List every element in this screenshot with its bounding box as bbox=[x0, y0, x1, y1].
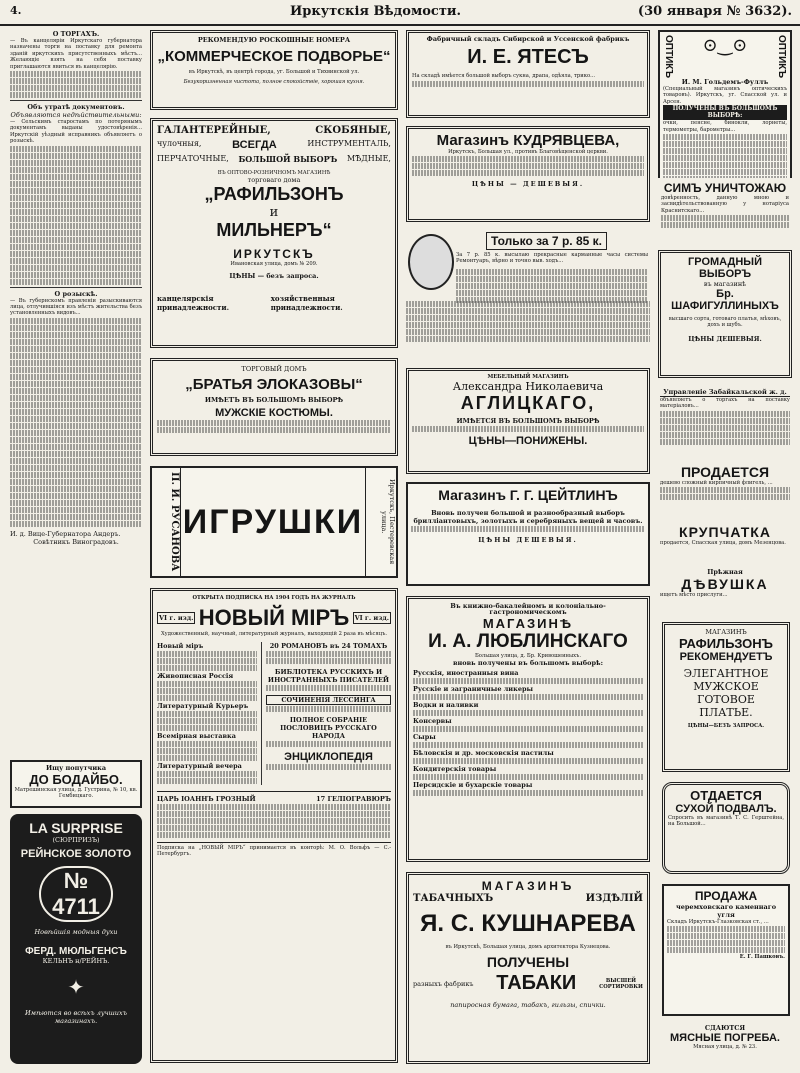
kud-text: Иркутскъ, Большая ул., противъ Благовѣщенской церкви. bbox=[448, 149, 608, 155]
ad-budaibo bbox=[10, 760, 142, 808]
kp-features: Безукоризненная чистота, полное спокойствіе, хорошая кухня. bbox=[183, 79, 365, 86]
prod-text: дешево сложный кирпичный флигель, ... bbox=[660, 480, 773, 486]
raf-and: и bbox=[269, 205, 279, 221]
budaibo-title: Ищу попутчика bbox=[45, 764, 107, 772]
torgi-title: О ТОРГАХЪ. bbox=[52, 30, 100, 38]
kus-razn: разныхъ фабрикъ bbox=[413, 979, 474, 988]
pro2-text: Складъ Иркутскъ-Глазковская ст., ... bbox=[667, 919, 769, 925]
nm-heliogravures: 17 ГЕЛІОГРАВЮРЪ bbox=[316, 794, 391, 803]
nm-item: Литературный Курьеръ bbox=[157, 701, 249, 710]
page-number: 4. bbox=[10, 4, 22, 17]
ad-prodazha-ugol bbox=[662, 884, 790, 1016]
nm-poslovitsy: ПОЛНОЕ СОБРАНІЕ ПОСЛОВИЦЪ РУССКАГО НАРОДА bbox=[280, 715, 377, 740]
goldem-received: ПОЛУЧЕНЫ ВЪ БОЛЬШОМЪ ВЫБОРѢ: bbox=[663, 105, 787, 120]
nm-item: Живописная Россія bbox=[157, 671, 234, 680]
raf-hoz: хозяйственныя принадлежности. bbox=[270, 293, 343, 312]
raf-city: ИРКУТСКЪ bbox=[233, 247, 315, 262]
product-number-badge: № 4711 bbox=[39, 866, 113, 922]
rusanov-name: П. И. РУСАНОВА bbox=[152, 468, 181, 576]
raf-skobyanye: СКОБЯНЫЕ, bbox=[315, 125, 391, 136]
toys-heading: ИГРУШКИ bbox=[182, 502, 364, 541]
raf2-platye: ПЛАТЬЕ. bbox=[699, 706, 753, 719]
ad-kommercheskoe-podvorye bbox=[150, 30, 398, 110]
nm-year-right: VI г. изд. bbox=[354, 614, 389, 623]
dev-text: ищетъ мѣсто прислуги... bbox=[660, 592, 728, 598]
kus-tabaki: ТАБАКИ bbox=[496, 972, 577, 995]
otd-text: Спросить въ магазинѣ Т. С. Герштейна, на Большой... bbox=[668, 815, 784, 828]
ferd-note: Имѣются во всѣхъ лучшихъ магазинахъ. bbox=[25, 1009, 127, 1025]
nm-premium: 20 РОМАНОВЪ въ 24 ТОМАХЪ bbox=[269, 641, 388, 650]
rozysk-text: — Въ губернскомъ правленіи разыскиваются лица, отлучившіяся изъ мѣстъ жительства безъ установленныхъ видовъ... bbox=[10, 297, 142, 317]
raf-instrumental: ИНСТРУМЕНТАЛЬ, bbox=[307, 139, 391, 148]
sdaj-intro: СДАЮТСЯ bbox=[704, 1024, 746, 1032]
raf-td: торговаго дома bbox=[247, 176, 301, 185]
nm-item: Новый міръ bbox=[157, 641, 204, 650]
raf2-muzhskoe: МУЖСКОЕ bbox=[693, 680, 759, 693]
utrata-sub: Объявляются недѣйствительными: bbox=[10, 111, 142, 120]
nm-encyclopedia: ЭНЦИКЛОПЕДІЯ bbox=[284, 750, 373, 763]
watch-filler-bottom bbox=[406, 300, 650, 343]
nm-item: Литературный вечера bbox=[157, 761, 242, 770]
ad-shafigullin bbox=[658, 250, 792, 378]
krup-title: КРУПЧАТКА bbox=[679, 524, 771, 540]
notice-devushka bbox=[658, 566, 792, 616]
pro2-intro: ПРОДАЖА bbox=[694, 889, 758, 903]
kud-title: Магазинъ КУДРЯВЦЕВА, bbox=[436, 132, 620, 149]
otd-intro: ОТДАЕТСЯ bbox=[690, 788, 762, 803]
lub-name: И. А. ЛЮБЛИНСКАГО bbox=[428, 630, 628, 652]
nm-lessing: СОЧИНЕНІЯ ЛЕССИНГА bbox=[266, 695, 391, 705]
newspaper-title: Иркутскія Вѣдомости. bbox=[290, 4, 462, 19]
shaf-intro: ГРОМАДНЫЙ ВЫБОРЪ bbox=[688, 256, 762, 280]
optics-header bbox=[663, 35, 787, 78]
lub-item: Водки и наливки bbox=[413, 701, 479, 710]
lub-item: Бѣловскія и др. московскія пастилы bbox=[413, 749, 554, 758]
kus-bottom-row bbox=[413, 972, 643, 995]
lub-vybor: вновь получены въ большомъ выборѣ: bbox=[453, 659, 603, 668]
koln-city: КЕЛЬНЪ н/РЕЙНЪ. bbox=[42, 957, 110, 965]
eloz-name: „БРАТЬЯ ЭЛОКАЗОВЫ“ bbox=[185, 376, 363, 393]
raf-row-2 bbox=[157, 139, 391, 151]
lub-item: Кондитерскія товары bbox=[413, 765, 497, 774]
issue-date: (30 января № 3632). bbox=[637, 4, 792, 19]
yates-intro: Фабричный складъ Сибирской и Уссенской фабрикъ bbox=[426, 35, 630, 43]
raf-row-bottom bbox=[157, 294, 391, 312]
raf-vybor: БОЛЬШОЙ ВЫБОРЪ bbox=[238, 154, 338, 164]
notice-myasnye-pogreba bbox=[658, 1022, 792, 1068]
pocket-watch-icon bbox=[408, 234, 454, 290]
raf-perchatochnye: ПЕРЧАТОЧНЫЕ, bbox=[157, 154, 229, 163]
lub-magazin: МАГАЗИНѢ bbox=[482, 615, 574, 631]
sdaj-text: Мясная улица, д. № 23. bbox=[693, 1044, 757, 1050]
kus-address: въ Иркутскѣ, Большая улица, домъ архитектора Кузнецова. bbox=[445, 944, 611, 950]
prod-title: ПРОДАЕТСЯ bbox=[680, 464, 770, 480]
raf-opt: ВЪ ОПТОВО-РОЗНИЧНОМЪ МАГАЗИНѢ bbox=[217, 170, 331, 176]
ad-kushnarev bbox=[406, 872, 650, 1064]
ferd-name: ФЕРД. МЮЛЬГЕНСЪ bbox=[25, 946, 127, 957]
upr-title: Управленіе Забайкальской ж. д. bbox=[660, 388, 790, 397]
kus-magazin: МАГАЗИНЪ bbox=[481, 879, 575, 893]
ad-otdaetsya-podval bbox=[662, 782, 790, 874]
pro2-title: черемховскаго каменнаго угля bbox=[675, 903, 777, 919]
raf-chulochnye: чулочныя, bbox=[157, 139, 202, 148]
nm-right-column bbox=[261, 642, 391, 785]
ad-novy-mir bbox=[150, 588, 398, 1063]
ad-yates bbox=[406, 30, 650, 118]
dev-intro: Прѣжная bbox=[707, 568, 743, 576]
column-1 bbox=[10, 30, 142, 750]
kud-prices: ЦѢНЫ — ДЕШЕВЫЯ. bbox=[471, 180, 585, 189]
agl-vybor: ИМѢЕТСЯ ВЪ БОЛЬШОМЪ ВЫБОРѢ bbox=[456, 417, 600, 426]
ad-aglitsky bbox=[406, 368, 650, 474]
kus-footer: папиросная бумага, табакъ, гильзы, спички. bbox=[450, 1001, 606, 1010]
agl-prices: ЦѢНЫ—ПОНИЖЕНЫ. bbox=[468, 435, 588, 448]
goldem-items: очки, пенсне, бинокли, лорнеты, термометры, барометры... bbox=[663, 120, 787, 133]
raf-row-1 bbox=[157, 125, 391, 136]
ad-watch bbox=[406, 228, 650, 358]
agl-intro: МЕБЕЛЬНЫЙ МАГАЗИНЪ bbox=[487, 374, 569, 380]
lub-item: Русскія, иностранныя вина bbox=[413, 669, 519, 678]
raf2-rekomenduet: РЕКОМЕНДУЕТЪ bbox=[679, 651, 773, 663]
utrata-title: Объ утратѣ документовъ. bbox=[27, 103, 125, 112]
nm-library: БИБЛІОТЕКА РУССКИХЪ И ИНОСТРАННЫХЪ ПИСАТЕЛЕЙ bbox=[267, 667, 390, 684]
kus-row bbox=[413, 893, 643, 904]
optics-left: ОПТИКЪ bbox=[663, 35, 674, 79]
rozysk-title: О розыскѣ. bbox=[54, 289, 98, 298]
kus-tabachnyh: ТАБАЧНЫХЪ bbox=[413, 893, 494, 904]
lub-item: Консервы bbox=[413, 717, 452, 726]
goldem-text: (Специальный магазинъ оптическихъ товаровъ). Иркутскъ, уг. Спасской ул. и Арсен. bbox=[663, 86, 787, 105]
watch-text: За 7 р. 85 к. высылаю прекрасные карманные часы системы Ремонтуаръ, вѣрно и точно выв. ходъ... bbox=[456, 252, 648, 265]
ad-rusanov-toys bbox=[150, 466, 398, 578]
shaf-magazin: въ магазинѣ bbox=[703, 280, 747, 288]
raf-galanterei: ГАЛАНТЕРЕЙНЫЕ, bbox=[157, 125, 271, 136]
ad-bratya-elokazovy bbox=[150, 358, 398, 456]
raf-vsegda: ВСЕГДА bbox=[232, 139, 277, 151]
nm-description: Художественный, научный, литературный журналъ, выходящій 2 раза въ мѣсяцъ. bbox=[160, 631, 388, 638]
raf-mednye: МѢДНЫЕ, bbox=[346, 154, 391, 163]
eagle-emblem-icon: ✦ bbox=[67, 975, 85, 999]
signature-councillor: Совѣтникъ Виноградовъ. bbox=[33, 537, 119, 546]
kus-izdeliy: ИЗДѢЛІЙ bbox=[585, 893, 643, 904]
kus-name: Я. С. КУШНАРЕВА bbox=[420, 910, 636, 937]
newspaper-header bbox=[0, 0, 800, 26]
budaibo-heading: ДО БОДАЙБО. bbox=[29, 772, 123, 787]
notice-sims bbox=[658, 178, 792, 246]
sims-title: СИМЪ УНИЧТОЖАЮ bbox=[663, 181, 787, 195]
perfume-tagline: Новѣйшія модныя духи bbox=[34, 928, 118, 936]
agl-name-2: АГЛИЦКАГО, bbox=[460, 393, 596, 414]
ad-tseitlin bbox=[406, 482, 650, 586]
eloz-vybor: ИМѢЕТЪ ВЪ БОЛЬШОМЪ ВЫБОРѢ bbox=[204, 396, 344, 404]
kus-vysshey: ВЫСШЕЙ СОРТИРОВКИ bbox=[599, 977, 643, 990]
nm-bottom-row bbox=[157, 791, 391, 803]
raf-address: Ивановская улица, домъ № 209. bbox=[230, 261, 318, 268]
raf2-magazin: МАГАЗИНЪ bbox=[705, 628, 747, 636]
ad-kudryavtsev bbox=[406, 126, 650, 222]
ad-lyublinsky bbox=[406, 596, 650, 862]
nm-subscription-address: Подписка на „НОВЫЙ МІРЪ“ принимается въ конторѣ: М. О. Вольфъ — С.-Петербургъ. bbox=[157, 842, 391, 858]
yates-name: И. Е. ЯТЕСЪ bbox=[467, 46, 589, 69]
tseit-text: Вновь получен большой и разнообразный выборъ брилліантовыхъ, золотыхъ и серебряныхъ вещей и часовъ. bbox=[413, 509, 643, 525]
sims-text: довѣренность, данную мною и засвидѣтельствованную у нотаріуса Краснитскаго... bbox=[661, 195, 789, 214]
raf2-name: РАФИЛЬЗОНЪ bbox=[679, 636, 773, 651]
krup-text: продается, Спасская улица, домъ Мезенцова. bbox=[660, 540, 786, 546]
nm-intro: ОТКРЫТА ПОДПИСКА НА 1904 ГОДЪ НА ЖУРНАЛЪ bbox=[192, 595, 356, 601]
nm-left-column bbox=[157, 642, 257, 785]
raf2-prices: ЦѢНЫ—БЕЗЪ ЗАПРОСА. bbox=[687, 723, 765, 729]
otd-title: СУХОЙ ПОДВАЛЪ. bbox=[675, 803, 777, 815]
kp-intro: РЕКОМЕНДУЮ РОСКОШНЫЕ НОМЕРА bbox=[197, 36, 351, 44]
dev-title: ДѢВУШКА bbox=[681, 576, 769, 592]
ad-rafilzon-milner bbox=[150, 118, 398, 348]
nm-title: НОВЫЙ МІРЪ bbox=[198, 605, 350, 631]
raf-name-1: „РАФИЛЬЗОНЪ bbox=[204, 184, 344, 205]
la-surprise-subtitle: (СЮРПРИЗЪ) bbox=[52, 836, 100, 844]
lub-item: Сыры bbox=[413, 733, 436, 742]
ad-rafilzon-clothing bbox=[662, 622, 790, 772]
nm-title-row bbox=[157, 605, 391, 631]
lub-item: Персидскіе и бухарскіе товары bbox=[413, 781, 533, 790]
torgi-text: — Въ канцеляріи Иркутскаго губернатора назначены торги на поставку для ремонта зданій иркутскихъ присутственныхъ мѣстъ... Желающіе взять на себя поставку приглашаются явиться въ канцелярію. bbox=[10, 38, 142, 70]
nm-grozny: ЦАРЬ ІОАННЪ ГРОЗНЫЙ bbox=[157, 794, 256, 803]
notice-krupchatka bbox=[658, 522, 792, 566]
nm-item: Всемірная выставка bbox=[157, 731, 236, 740]
raf2-elegant: ЭЛЕГАНТНОЕ bbox=[683, 667, 769, 680]
la-surprise-title: LA SURPRISE bbox=[29, 820, 123, 836]
pro2-signature: Е. Г. Пашковъ. bbox=[739, 954, 785, 961]
eloz-item: МУЖСКІЕ КОСТЮМЫ. bbox=[215, 407, 333, 419]
signature-vice-governor: И. д. Вице-Губернатора Андеръ. bbox=[10, 529, 121, 538]
sdaj-title: МЯСНЫЕ ПОГРЕБА. bbox=[670, 1032, 780, 1044]
rusanov-address: Иркутскъ, Пестеревская улица. bbox=[365, 468, 396, 576]
raf-name-2: МИЛЬНЕРЪ“ bbox=[216, 220, 332, 241]
yates-text: На складѣ имѣется большой выборъ сукна, драпа, одѣяла, трико... bbox=[412, 73, 596, 80]
nm-year-left: VI г. изд. bbox=[159, 614, 194, 623]
reinskoe-zoloto: РЕЙНСКОЕ ЗОЛОТО bbox=[20, 848, 132, 860]
shaf-items: высшаго сорта, готоваго платья, мѣховъ, дохъ и шубъ. bbox=[668, 316, 782, 329]
budaibo-address: Матрешинская улица, д. Густрина, № 10, кв. Гембицкаго. bbox=[14, 787, 138, 800]
lub-address: Большая улица, д. Бр. Кривошеиныхъ. bbox=[475, 652, 581, 659]
ad-la-surprise bbox=[10, 814, 142, 1064]
notice-prodaetsya bbox=[658, 462, 792, 520]
notice-zabaikalskaya bbox=[658, 386, 792, 456]
eloz-intro: ТОРГОВЫЙ ДОМЪ bbox=[241, 365, 307, 373]
raf-row-3 bbox=[157, 154, 391, 164]
lub-intro: Въ книжно-бакалейномъ и колоніально-гастрономическомъ bbox=[450, 602, 606, 617]
kp-address: въ Иркутскѣ, въ центрѣ города, уг. Большой и Тихвинской ул. bbox=[188, 69, 360, 75]
kp-name: „КОММЕРЧЕСКОЕ ПОДВОРЬЕ“ bbox=[157, 48, 391, 65]
upr-text: объявляетъ о торгахъ на поставку матеріаловъ... bbox=[660, 397, 790, 410]
kus-poluch: ПОЛУЧЕНЫ bbox=[486, 954, 570, 971]
raf-prices: ЦѢНЫ — безъ запроса. bbox=[229, 271, 319, 280]
tseit-prices: ЦѢНЫ ДЕШЕВЫЯ. bbox=[478, 536, 578, 544]
raf2-gotovoe: ГОТОВОЕ bbox=[697, 693, 755, 706]
lub-item: Русскіе и заграничные ликеры bbox=[413, 685, 534, 694]
spectacles-icon: ⊙‿⊙ bbox=[702, 35, 748, 56]
utrata-text: — Сельскимъ старостамъ по потерянымъ документамъ выданы удостовѣренія... Иркутскій уѣздный исправникъ объявляетъ о розыскѣ. bbox=[10, 119, 142, 145]
goldem-name: И. М. Гольдемъ-Фуллъ bbox=[681, 78, 769, 87]
nm-body bbox=[157, 642, 391, 785]
shaf-name: Бр. ШАФИГУЛЛИНЫХЪ bbox=[671, 288, 779, 312]
shaf-prices: ЦѢНЫ ДЕШЕВЫЯ. bbox=[688, 334, 762, 343]
watch-filler bbox=[456, 268, 648, 304]
watch-title: Только за 7 р. 85 к. bbox=[486, 232, 607, 250]
optics-right: ОПТИКЪ bbox=[775, 35, 787, 79]
tseit-title: Магазинъ Г. Г. ЦЕЙТЛИНЪ bbox=[438, 487, 618, 503]
raf-kanc: канцелярскія принадлежности. bbox=[157, 293, 230, 312]
agl-name-1: Александра Николаевича bbox=[452, 380, 604, 394]
